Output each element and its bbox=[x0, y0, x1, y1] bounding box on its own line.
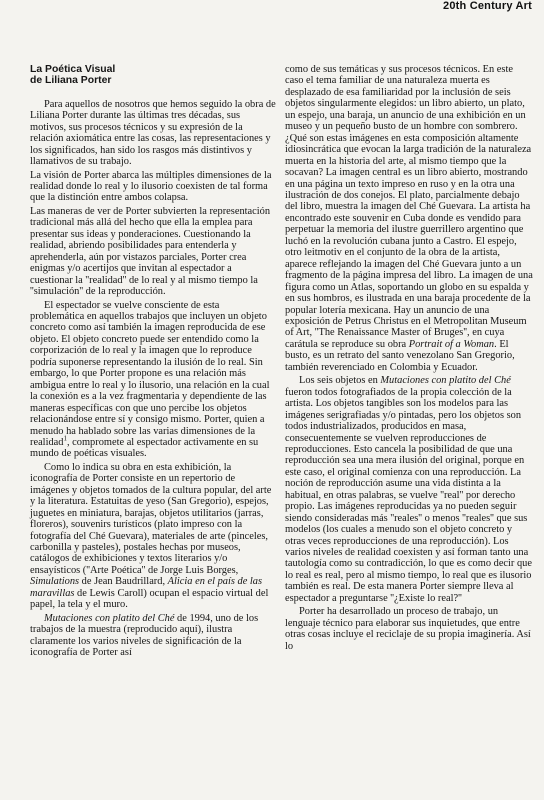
paragraph-8 bbox=[285, 375, 534, 604]
right-column bbox=[285, 64, 534, 654]
article-title-line-1: La Poética Visual bbox=[30, 64, 116, 75]
paragraph-2: La visión de Porter abarca las múltiples dimensiones de la realidad donde lo real y lo ilusorio coexisten de tal forma que la distinción entre ambos colapsa. bbox=[30, 169, 272, 204]
paragraph-8-text-a: Los seis objetos en bbox=[299, 375, 381, 387]
article-title-line-2: de Liliana Porter bbox=[30, 75, 112, 87]
paragraph-7-text-a: como de sus temáticas y sus procesos técnicos. En este caso el tema familiar de una naturaleza muerta es desplazado de esa familiaridad por la inclusión de seis objetos singularmente elegidos: un libro abierto, un plato, un espejo, una baraja, un anuncio de una exhibición en un museo y un pequeño busto de un hombre con sombrero. ¿Qué son estas imágenes en esta composición altamente idiosincrática que evocan la larga tradición de la naturaleza muerta en la historia del arte, al mismo tiempo que la socavan? La imagen central es un libro abierto, mostrando en una página un texto impreso en ruso y en la otra una ilustración de dos conejos. El plato, parcialmente debajo del libro, muestra la imagen del Ché Guevara. La artista ha encontrado este souvenir en Cuba donde es vendido para perpetuar la memoria del ilustre guerrillero argentino que luchó en la revolución cubana junto a Castro. El espejo, otro leitmotiv en el conjunto de la obra de la artista, aparece reflejando la imagen del Ché Guevara junto a un fragmento de la página impresa del libro. La imagen de una figura como un Atlas, soportando un globo en su espalda y en sus hombros, es ilustrada en una baraja procedente de la popular lotería mexicana. Hay un anuncio de una exposición de Petrus Christus en el Metropolitan Museum of Art, ''The Renaissance Master of Bruges'', en cuya carátula se reproduce su obra bbox=[285, 64, 533, 350]
paragraph-5-text-a: Como lo indica su obra en esta exhibición, la iconografía de Porter consiste en un repertorio de imágenes y objetos tomados de la cultura popular, del arte y la literatura. Estatuitas de yeso (San Gregorio), espejos, juguetes en miniatura, barajas, objetos utilitarios (jarras, floreros), souvenirs turísticos (plato impreso con la fotografía del Ché Guevara), materiales de arte (pinceles, carbonilla y pasteles), postales hechas por museos, catálogos de exhibiciones y textos literarios y/o ensayísticos (''Arte Poética'' de Jorge Luis Borges, bbox=[30, 461, 272, 576]
paragraph-5 bbox=[30, 462, 276, 611]
paragraph-4-text-a: El espectador se vuelve consciente de esta problemática en aquellos trabajos que incluyen un objeto concreto como así también la imagen reproducida de ese objeto. El objeto concreto puede ser entendido como la corporización de lo real y la imagen que lo reproduce podría suponerse representando la ilusión de lo real. Sin embargo, lo que Porter propone es una relación más ambigua entre lo real y lo ilusorio, una relación en la cual la conexión es a la vez fragmentaria y dependiente de las maneras específicas con que uno percibe los objetos relacionándose entre sí y consigo mismo. Porter, quien a menudo ha hablado sobre las varias dimensiones de la realidad bbox=[30, 299, 270, 448]
paragraph-5-text-c: de Lewis Caroll) ocupan el espacio virtual del papel, la tela y el muro. bbox=[30, 587, 269, 611]
paragraph-5-title-1: Simulations bbox=[30, 576, 80, 588]
paragraph-3: Las maneras de ver de Porter subvierten la representación tradicional más allá del hecho que ella la emplea para presentar sus ideas y ponderaciones. Cuestionando la realidad, abriendo posibilidades para entenderla y aprehenderla, aún por vistazos parciales, Porter crea enigmas y/o acertijos que invitan al espectador a cuestionar la ''realidad'' de lo real y al mismo tiempo la ''simulación'' de la reproducción. bbox=[30, 205, 271, 298]
paragraph-4 bbox=[30, 300, 276, 460]
paragraph-5-title-2: Alicia en el país de las maravillas bbox=[30, 576, 263, 599]
footnote-marker: 1 bbox=[63, 434, 67, 443]
paragraph-7 bbox=[285, 64, 534, 373]
left-column bbox=[30, 64, 276, 661]
paragraph-4-text-b: , compromete al espectador activamente en su mundo de poéticas visuales. bbox=[30, 436, 259, 460]
paragraph-8-text-b: fueron todos fotografiados de la propia colección de la artista. Los objetos tangibles son los modelos para las imágenes serigrafiadas y/o pintadas, pero los objetos son todos industrializados, producidos en masa, consecuentemente se vuelven reproducciones de reproducciones. Esto cancela la posibilidad de que una reproducción sea una mera ilusión del original, porque en este caso, el original comienza con una reproducción. La noción de reproducción asume una vida distinta a la habitual, en otras palabras, se vuelve ''real'' por derecho propio. Las imágenes reproducidas ya no pueden seguir siendo consideradas más ''reales'' o menos ''reales'' que sus modelos (los cuales a menudo son el objeto concreto y otras veces reproducciones de una reproducción). Los varios niveles de realidad coexisten y así forman tanto una tautología como su contradicción, lo que es como decir que lo real es real, pero al mismo tiempo, lo real que es ilusorio también es real. De esta manera Porter siempre lleva al espectador a preguntarse ''¿Existe lo real?'' bbox=[285, 386, 532, 604]
article-title bbox=[30, 64, 276, 87]
paragraph-6 bbox=[30, 613, 276, 659]
running-header: 20th Century Art bbox=[443, 0, 532, 12]
paragraph-1: Para aquellos de nosotros que hemos seguido la obra de Liliana Porter durante las últimas tres décadas, sus motivos, sus procesos técnicos y su expresión de la relación axiomática entre las cosas, las representaciones y los significados, han sido los rasgos más distintivos y llamativos de su trabajo. bbox=[30, 98, 276, 168]
paragraph-9: Porter ha desarrollado un proceso de trabajo, un lenguaje técnico para elaborar sus inquietudes, que entre otras cosas incluye el reciclaje de su propia imaginería. Así lo bbox=[285, 606, 531, 652]
paragraph-7-title: Portrait of a Woman bbox=[408, 338, 495, 350]
paragraph-6-text: de 1994, uno de los trabajos de la muestra (reproducido aquí), ilustra claramente los varios niveles de significación de la iconografía de Porter así bbox=[30, 612, 259, 659]
paragraph-6-title: Mutaciones con platito del Ché bbox=[44, 612, 175, 624]
paragraph-8-title: Mutaciones con platito del Ché bbox=[380, 375, 511, 387]
paragraph-5-text-b: de Jean Baudrillard, bbox=[79, 576, 168, 588]
paragraph-7-text-b: . El busto, es un retrato del santo venezolano San Gregorio, también reverenciado en Colombia y Ecuador. bbox=[285, 338, 515, 373]
